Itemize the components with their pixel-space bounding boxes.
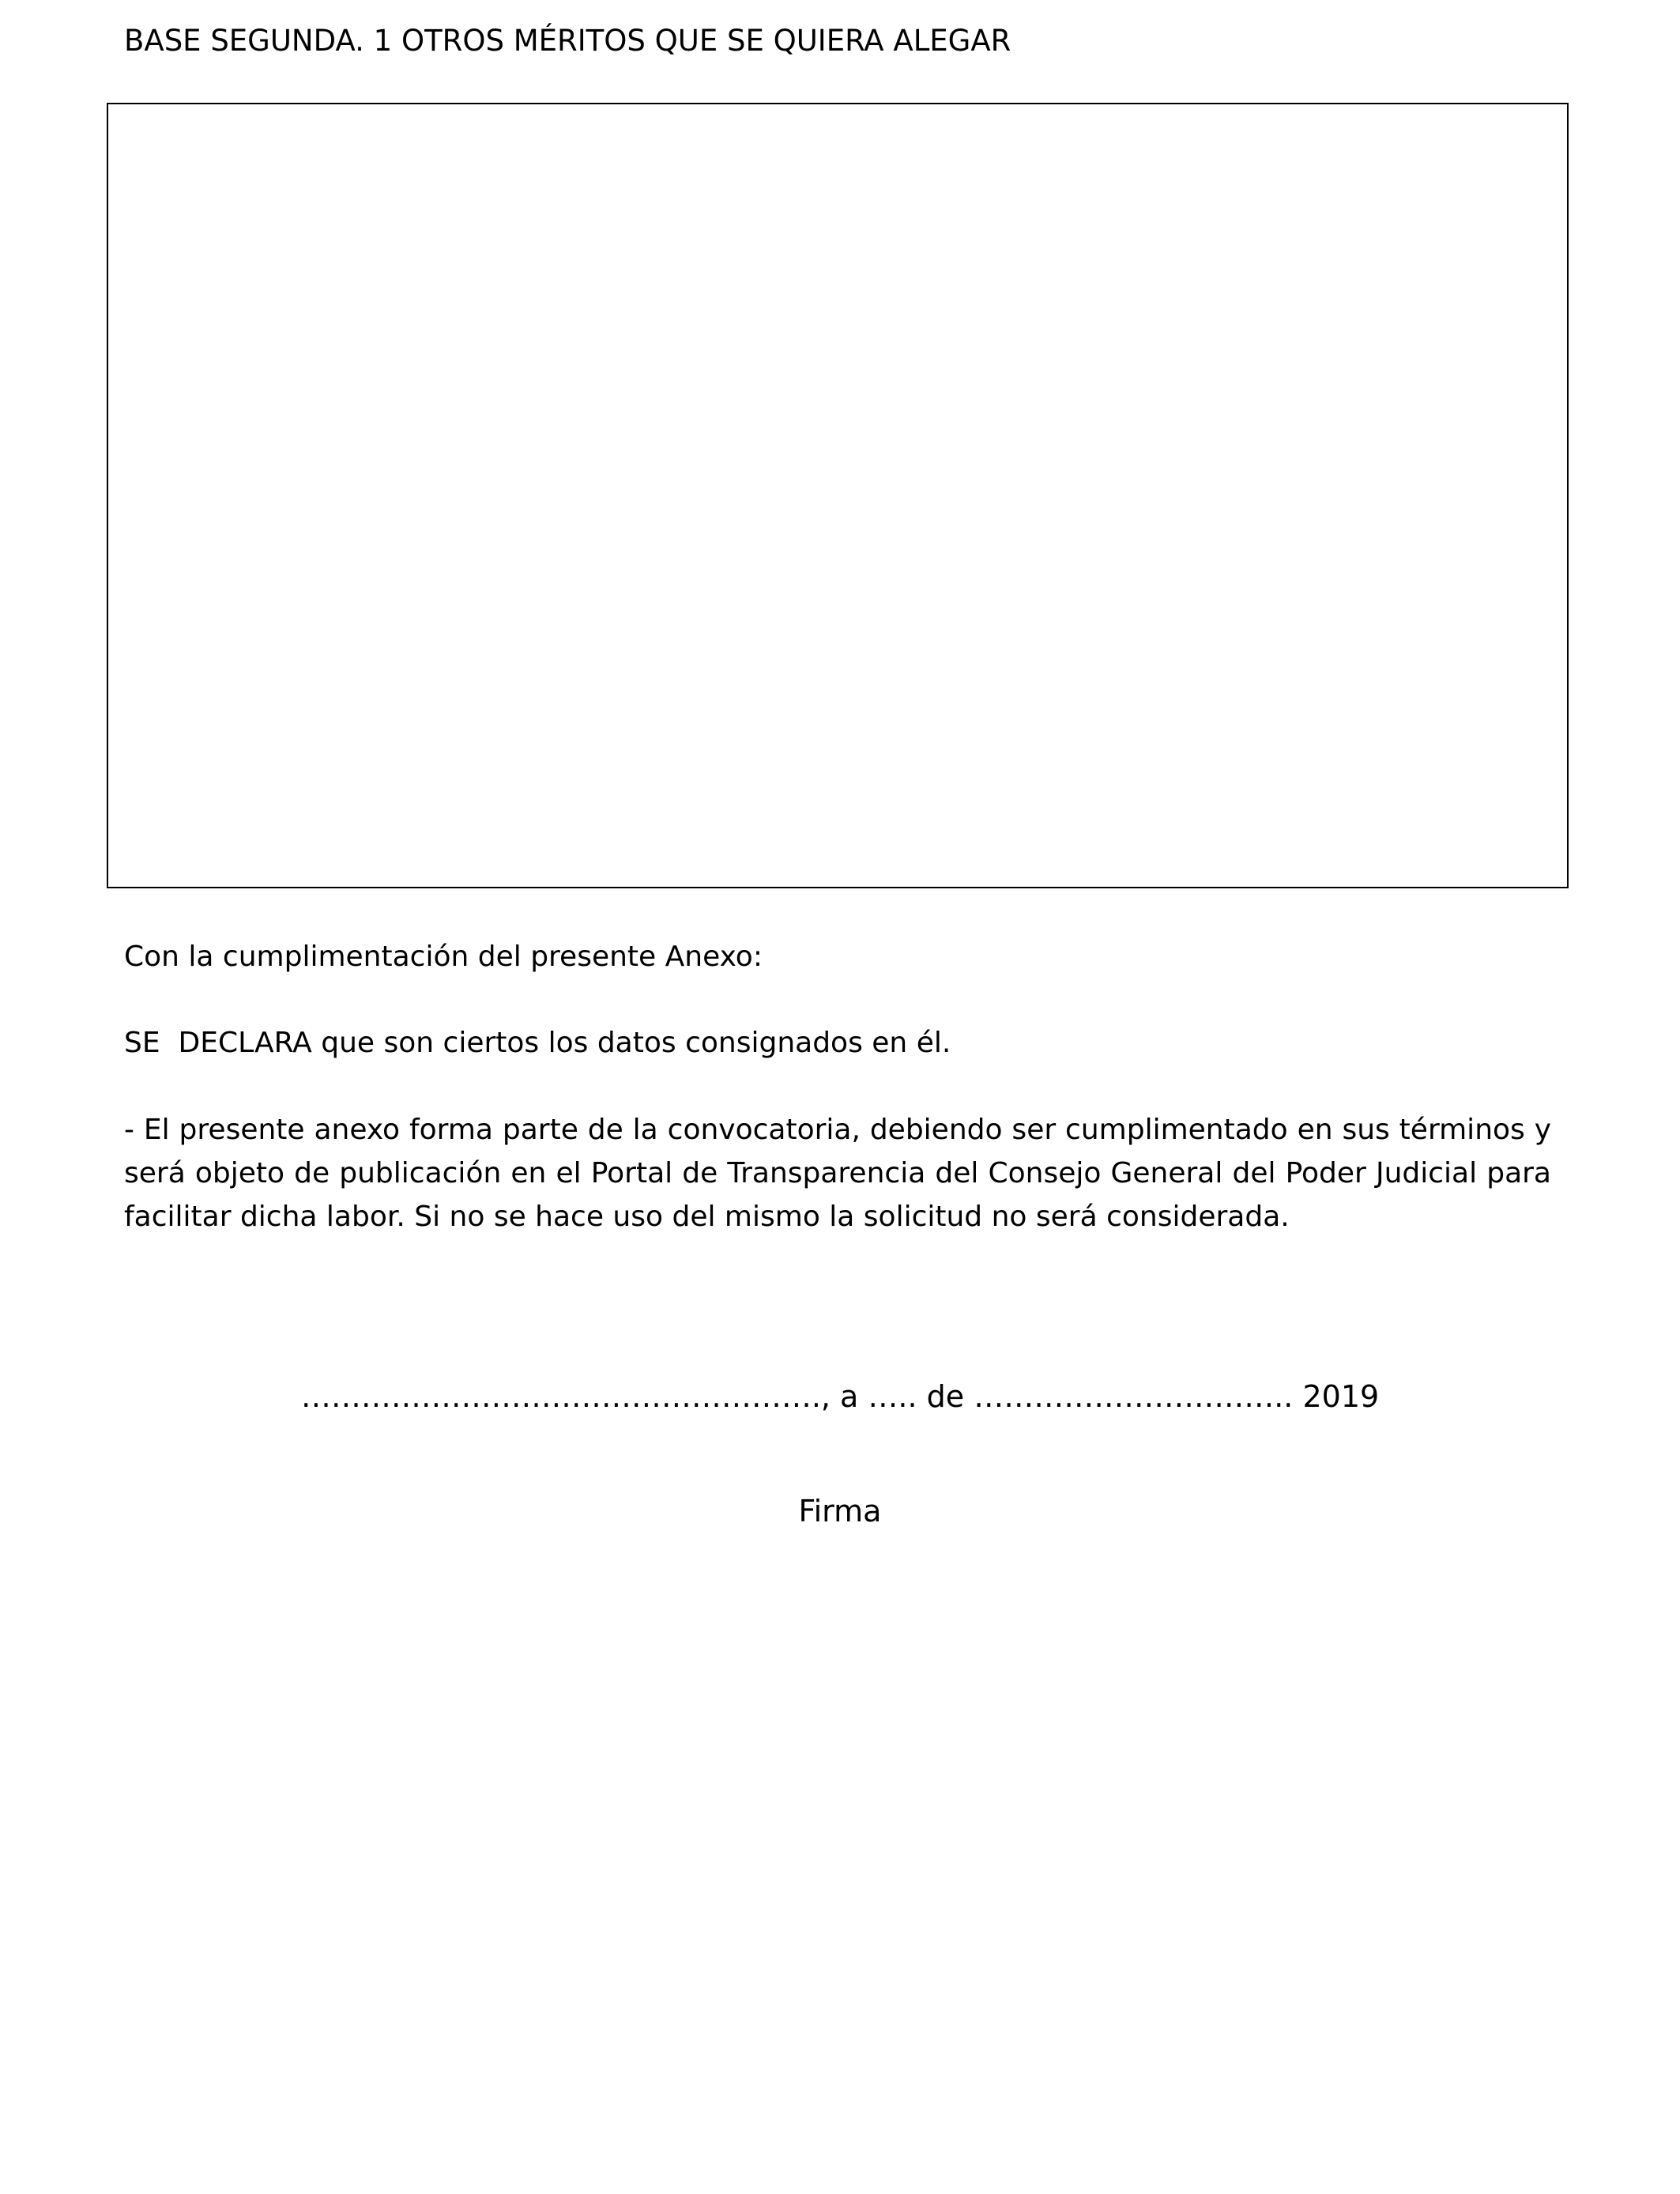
signature-label: Firma	[798, 1494, 882, 1529]
annex-intro-text: Con la cumplimentación del presente Anexo:	[124, 941, 763, 973]
declaration-text: SE DECLARA que son ciertos los datos consignados en él.	[124, 1027, 951, 1059]
section-heading: BASE SEGUNDA. 1 OTROS MÉRITOS QUE SE QUIERA ALEGAR	[124, 24, 1011, 58]
annex-note-paragraph: - El presente anexo forma parte de la convocatoria, debiendo ser cumplimentado en sus términos y será objeto de publicación en el Portal de Transparencia del Consejo General del Poder Judicial para facilitar dicha labor. Si no se hace uso del mismo la solicitud no será considerada.	[124, 1114, 1551, 1233]
place-date-line: ……………………………………………., a ….. de ………………………….. 2019	[300, 1379, 1380, 1414]
other-merits-text-box[interactable]	[107, 103, 1569, 888]
